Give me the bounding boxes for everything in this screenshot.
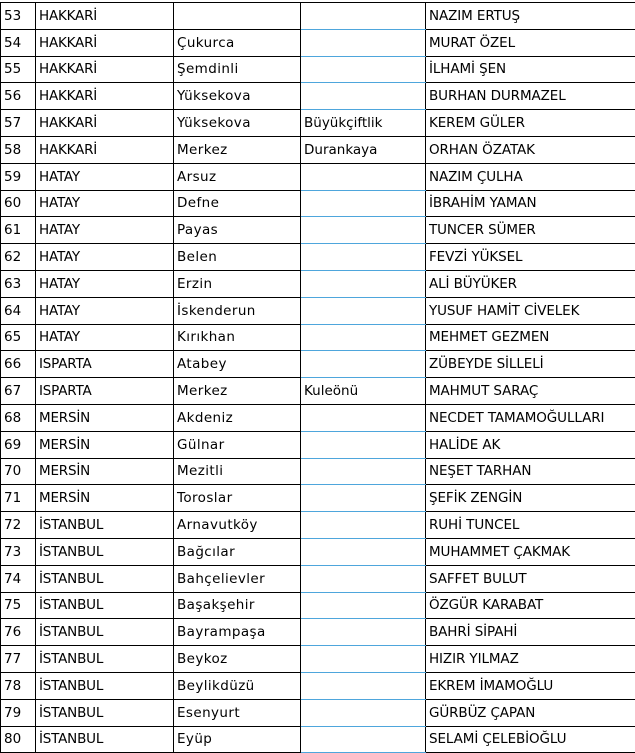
village-cell[interactable] (301, 485, 426, 512)
province-cell[interactable]: HAKKARİ (36, 136, 174, 163)
village-cell[interactable]: Durankaya (301, 136, 426, 163)
district-cell[interactable]: Kırıkhan (174, 324, 301, 351)
village-cell[interactable] (301, 83, 426, 110)
district-cell[interactable]: Esenyurt (174, 699, 301, 726)
candidate-name-cell[interactable]: EKREM İMAMOĞLU (426, 672, 635, 699)
table-row (1, 431, 635, 458)
candidate-name-cell[interactable]: MURAT ÖZEL (426, 29, 635, 56)
district-cell[interactable]: Çukurca (174, 29, 301, 56)
village-cell[interactable] (301, 190, 426, 217)
province-cell[interactable]: İSTANBUL (36, 726, 174, 753)
province-cell[interactable]: HAKKARİ (36, 3, 174, 30)
province-cell[interactable]: İSTANBUL (36, 672, 174, 699)
row-number-cell[interactable]: 80 (1, 726, 36, 753)
row-number-cell[interactable]: 60 (1, 190, 36, 217)
candidate-name-cell[interactable]: İLHAMİ ŞEN (426, 56, 635, 83)
province-cell[interactable]: ISPARTA (36, 378, 174, 405)
candidate-name-cell[interactable]: KEREM GÜLER (426, 110, 635, 137)
village-cell[interactable] (301, 619, 426, 646)
candidate-name-cell[interactable]: ALİ BÜYÜKER (426, 270, 635, 297)
province-cell[interactable]: İSTANBUL (36, 538, 174, 565)
province-cell[interactable]: MERSİN (36, 458, 174, 485)
province-cell[interactable]: HAKKARİ (36, 83, 174, 110)
province-cell[interactable]: HATAY (36, 324, 174, 351)
district-cell[interactable] (174, 3, 301, 30)
province-cell[interactable]: HATAY (36, 270, 174, 297)
table-row (1, 512, 635, 539)
district-cell[interactable]: Bağcılar (174, 538, 301, 565)
table-row (1, 110, 635, 137)
province-cell[interactable]: İSTANBUL (36, 619, 174, 646)
village-cell[interactable] (301, 351, 426, 378)
table-row (1, 136, 635, 163)
district-cell[interactable]: Belen (174, 244, 301, 271)
village-cell[interactable] (301, 512, 426, 539)
village-cell[interactable] (301, 163, 426, 190)
row-number-cell[interactable]: 79 (1, 699, 36, 726)
table-row (1, 378, 635, 405)
candidate-name-cell[interactable]: HALİDE AK (426, 431, 635, 458)
village-cell[interactable] (301, 431, 426, 458)
candidate-name-cell[interactable]: BURHAN DURMAZEL (426, 83, 635, 110)
candidate-name-cell[interactable]: RUHİ TUNCEL (426, 512, 635, 539)
row-number-cell[interactable]: 74 (1, 565, 36, 592)
district-cell[interactable]: Mezitli (174, 458, 301, 485)
table-row (1, 29, 635, 56)
village-cell[interactable] (301, 324, 426, 351)
village-cell[interactable] (301, 458, 426, 485)
candidate-name-cell[interactable]: NAZIM ERTUŞ (426, 3, 635, 30)
candidate-name-cell[interactable]: MEHMET GEZMEN (426, 324, 635, 351)
row-number-cell[interactable]: 66 (1, 351, 36, 378)
row-number-cell[interactable]: 78 (1, 672, 36, 699)
candidate-name-cell[interactable]: MAHMUT SARAÇ (426, 378, 635, 405)
village-cell[interactable] (301, 297, 426, 324)
table-row (1, 163, 635, 190)
table-row (1, 3, 635, 30)
row-number-cell[interactable]: 61 (1, 217, 36, 244)
district-cell[interactable]: Erzin (174, 270, 301, 297)
village-cell[interactable]: Büyükçiftlik (301, 110, 426, 137)
row-number-cell[interactable]: 65 (1, 324, 36, 351)
village-cell[interactable] (301, 404, 426, 431)
row-number-cell[interactable]: 67 (1, 378, 36, 405)
row-number-cell[interactable]: 75 (1, 592, 36, 619)
table-row (1, 672, 635, 699)
village-cell[interactable] (301, 646, 426, 673)
candidate-name-cell[interactable]: NECDET TAMAMOĞULLARI (426, 404, 635, 431)
row-number-cell[interactable]: 62 (1, 244, 36, 271)
candidate-name-cell[interactable]: HIZIR YILMAZ (426, 646, 635, 673)
province-cell[interactable]: HATAY (36, 163, 174, 190)
candidate-name-cell[interactable]: SELAMİ ÇELEBİOĞLU (426, 726, 635, 753)
village-cell[interactable] (301, 3, 426, 30)
district-cell[interactable]: Yüksekova (174, 110, 301, 137)
row-number-cell[interactable]: 55 (1, 56, 36, 83)
candidate-name-cell[interactable]: YUSUF HAMİT CİVELEK (426, 297, 635, 324)
district-cell[interactable]: Payas (174, 217, 301, 244)
province-cell[interactable]: HATAY (36, 297, 174, 324)
table-row (1, 270, 635, 297)
village-cell[interactable] (301, 699, 426, 726)
province-cell[interactable]: İSTANBUL (36, 592, 174, 619)
district-cell[interactable]: Toroslar (174, 485, 301, 512)
table-row (1, 485, 635, 512)
table-row (1, 56, 635, 83)
candidate-name-cell[interactable]: GÜRBÜZ ÇAPAN (426, 699, 635, 726)
row-number-cell[interactable]: 77 (1, 646, 36, 673)
province-cell[interactable]: HATAY (36, 244, 174, 271)
district-cell[interactable]: Akdeniz (174, 404, 301, 431)
village-cell[interactable] (301, 672, 426, 699)
province-cell[interactable]: İSTANBUL (36, 699, 174, 726)
village-cell[interactable] (301, 29, 426, 56)
candidate-name-cell[interactable]: İBRAHİM YAMAN (426, 190, 635, 217)
province-cell[interactable]: HAKKARİ (36, 110, 174, 137)
table-row (1, 404, 635, 431)
village-cell[interactable] (301, 270, 426, 297)
district-cell[interactable]: Merkez (174, 378, 301, 405)
table-row (1, 592, 635, 619)
district-cell[interactable]: Atabey (174, 351, 301, 378)
province-cell[interactable]: İSTANBUL (36, 646, 174, 673)
village-cell[interactable] (301, 565, 426, 592)
candidate-name-cell[interactable]: NEŞET TARHAN (426, 458, 635, 485)
row-number-cell[interactable]: 71 (1, 485, 36, 512)
table-row (1, 538, 635, 565)
table-row (1, 699, 635, 726)
table-row (1, 351, 635, 378)
village-cell[interactable] (301, 592, 426, 619)
table-row (1, 458, 635, 485)
district-cell[interactable]: Bahçelievler (174, 565, 301, 592)
province-cell[interactable]: MERSİN (36, 404, 174, 431)
table-row (1, 324, 635, 351)
row-number-cell[interactable]: 63 (1, 270, 36, 297)
candidate-table (0, 2, 635, 753)
village-cell[interactable] (301, 217, 426, 244)
row-number-cell[interactable]: 58 (1, 136, 36, 163)
table-row (1, 297, 635, 324)
province-cell[interactable]: HATAY (36, 190, 174, 217)
candidate-name-cell[interactable]: ÖZGÜR KARABAT (426, 592, 635, 619)
district-cell[interactable]: İskenderun (174, 297, 301, 324)
row-number-cell[interactable]: 68 (1, 404, 36, 431)
village-cell[interactable] (301, 244, 426, 271)
candidate-name-cell[interactable]: BAHRİ SİPAHİ (426, 619, 635, 646)
candidate-name-cell[interactable]: ŞEFİK ZENGİN (426, 485, 635, 512)
row-number-cell[interactable]: 72 (1, 512, 36, 539)
candidate-name-cell[interactable]: ZÜBEYDE SİLLELİ (426, 351, 635, 378)
district-cell[interactable]: Gülnar (174, 431, 301, 458)
district-cell[interactable]: Bayrampaşa (174, 619, 301, 646)
row-number-cell[interactable]: 64 (1, 297, 36, 324)
district-cell[interactable]: Merkez (174, 136, 301, 163)
candidate-name-cell[interactable]: TUNCER SÜMER (426, 217, 635, 244)
province-cell[interactable]: HATAY (36, 217, 174, 244)
row-number-cell[interactable]: 56 (1, 83, 36, 110)
village-cell[interactable] (301, 56, 426, 83)
district-cell[interactable]: Şemdinli (174, 56, 301, 83)
candidate-name-cell[interactable]: NAZIM ÇULHA (426, 163, 635, 190)
row-number-cell[interactable]: 70 (1, 458, 36, 485)
table-row (1, 83, 635, 110)
province-cell[interactable]: ISPARTA (36, 351, 174, 378)
candidate-name-cell[interactable]: SAFFET BULUT (426, 565, 635, 592)
table-row (1, 217, 635, 244)
candidate-name-cell[interactable]: MUHAMMET ÇAKMAK (426, 538, 635, 565)
district-cell[interactable]: Defne (174, 190, 301, 217)
district-cell[interactable]: Arnavutköy (174, 512, 301, 539)
village-cell[interactable]: Kuleönü (301, 378, 426, 405)
district-cell[interactable]: Eyüp (174, 726, 301, 753)
table-body (1, 3, 635, 753)
province-cell[interactable]: MERSİN (36, 485, 174, 512)
table-row (1, 619, 635, 646)
candidate-name-cell[interactable]: ORHAN ÖZATAK (426, 136, 635, 163)
province-cell[interactable]: HAKKARİ (36, 29, 174, 56)
row-number-cell[interactable]: 76 (1, 619, 36, 646)
village-cell[interactable] (301, 538, 426, 565)
row-number-cell[interactable]: 57 (1, 110, 36, 137)
table-row (1, 244, 635, 271)
district-cell[interactable]: Arsuz (174, 163, 301, 190)
table-row (1, 565, 635, 592)
candidate-name-cell[interactable]: FEVZİ YÜKSEL (426, 244, 635, 271)
province-cell[interactable]: İSTANBUL (36, 512, 174, 539)
row-number-cell[interactable]: 54 (1, 29, 36, 56)
province-cell[interactable]: MERSİN (36, 431, 174, 458)
table-row (1, 190, 635, 217)
district-cell[interactable]: Başakşehir (174, 592, 301, 619)
province-cell[interactable]: İSTANBUL (36, 565, 174, 592)
row-number-cell[interactable]: 59 (1, 163, 36, 190)
district-cell[interactable]: Beykoz (174, 646, 301, 673)
province-cell[interactable]: HAKKARİ (36, 56, 174, 83)
table-row (1, 646, 635, 673)
district-cell[interactable]: Yüksekova (174, 83, 301, 110)
row-number-cell[interactable]: 73 (1, 538, 36, 565)
row-number-cell[interactable]: 53 (1, 3, 36, 30)
row-number-cell[interactable]: 69 (1, 431, 36, 458)
district-cell[interactable]: Beylikdüzü (174, 672, 301, 699)
